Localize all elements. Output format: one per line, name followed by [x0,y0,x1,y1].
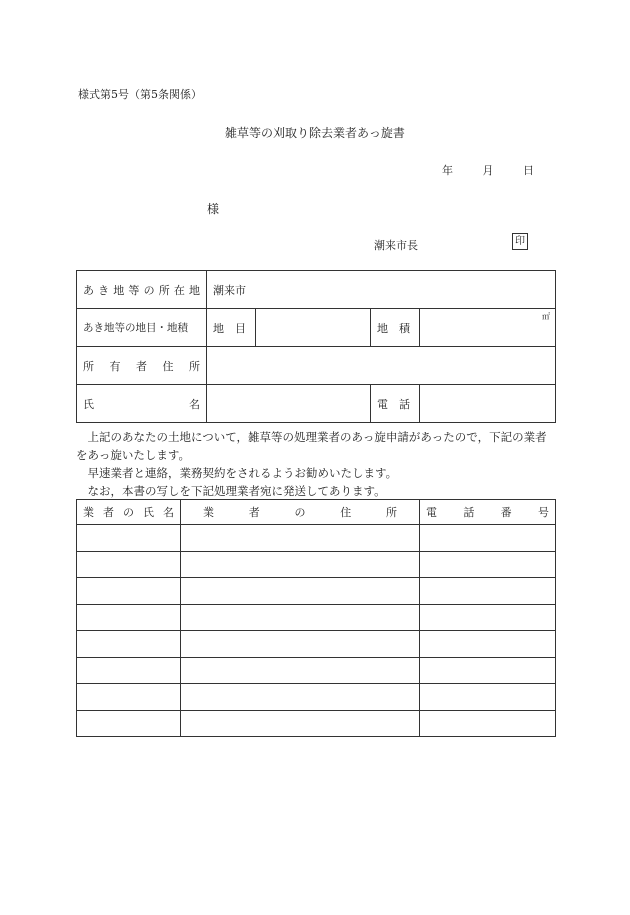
vendor-row [77,684,556,711]
vendor-name-cell [77,710,181,737]
vendor-address-cell [181,684,420,711]
body-paragraph-1: 上記のあなたの土地について，雑草等の処理業者のあっ旋申請があったので，下記の業者をあっ旋いたします。 [76,430,547,462]
area-unit: ㎡ [542,312,550,321]
vendor-phone-cell [420,525,556,552]
phone-value [420,385,556,423]
vendor-row [77,551,556,578]
owner-address-label: 所 有 者 住 所 [83,359,200,373]
category-value [256,309,371,347]
vendor-row [77,710,556,737]
vendor-phone-cell [420,710,556,737]
area-label: 地 積 [371,309,420,347]
name-label: 氏 名 [83,397,200,411]
vendor-phone-header: 電 話 番 号 [420,500,556,525]
vendor-name-cell [77,684,181,711]
date-year: 年 [442,164,453,177]
body-paragraph-2: 早速業者と連絡，業務契約をされるようお勧めいたします。 [76,466,398,480]
addressee-suffix: 様 [207,202,220,216]
vendor-name-cell [77,551,181,578]
vendor-name-cell [77,604,181,631]
vendor-name-header: 業 者 の 氏 名 [77,500,181,525]
vendor-row [77,657,556,684]
location-row [77,271,556,309]
vendor-header-row [77,500,556,525]
vendor-address-cell [181,604,420,631]
form-number: 様式第5号（第5条関係） [78,88,202,101]
owner-address-row [77,347,556,385]
category-area-row [77,309,556,347]
vendor-name-cell [77,657,181,684]
vendor-phone-cell [420,604,556,631]
vendor-table [76,499,556,737]
vendor-address-cell [181,578,420,605]
vendor-row [77,631,556,658]
vendor-name-cell [77,525,181,552]
seal-stamp: 印 [512,233,528,250]
vendor-name-cell [77,631,181,658]
location-value: 潮来市 [207,271,556,309]
vendor-phone-cell [420,578,556,605]
issuer: 潮来市長 [374,239,418,252]
category-label: 地 目 [207,309,256,347]
land-info-table [76,270,556,423]
name-row [77,385,556,423]
vendor-phone-cell [420,551,556,578]
date-day: 日 [523,164,534,177]
vendor-phone-cell [420,684,556,711]
owner-address-label-cell [77,347,207,385]
owner-address-value [207,347,556,385]
location-label-cell [77,271,207,309]
body-paragraph-3: なお，本書の写しを下記処理業者宛に発送してあります。 [76,484,386,498]
area-value [420,309,556,347]
vendor-address-cell [181,525,420,552]
name-label-cell [77,385,207,423]
vendor-address-cell [181,657,420,684]
vendor-phone-cell [420,657,556,684]
vendor-address-cell [181,710,420,737]
vendor-address-cell [181,631,420,658]
name-value [207,385,371,423]
location-label: あ き 地 等 の 所 在 地 [83,283,200,297]
date-line [442,162,534,178]
vendor-address-header: 業 者 の 住 所 [181,500,420,525]
date-month: 月 [482,164,494,177]
category-area-label: あき地等の地目・地積 [77,309,207,347]
vendor-phone-cell [420,631,556,658]
vendor-name-cell [77,578,181,605]
document-title: 雑草等の刈取り除去業者あっ旋書 [225,126,405,140]
vendor-row [77,525,556,552]
phone-label: 電 話 [371,385,420,423]
vendor-row [77,604,556,631]
vendor-address-cell [181,551,420,578]
vendor-row [77,578,556,605]
